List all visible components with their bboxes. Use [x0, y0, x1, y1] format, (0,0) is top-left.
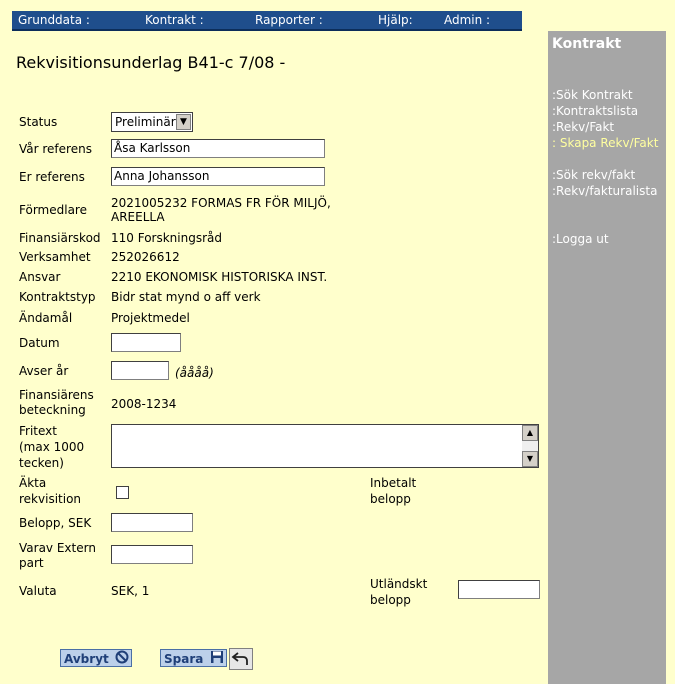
sidebar — [548, 31, 666, 684]
nav-kontrakt[interactable]: Kontrakt : — [145, 13, 204, 27]
kontraktstyp-label: Kontraktstyp — [19, 290, 96, 304]
sidebar-item-sok-rekv-fakt[interactable]: :Sök rekv/fakt — [552, 168, 636, 182]
page-title: Rekvisitionsunderlag B41-c 7/08 - — [16, 53, 286, 72]
nav-admin[interactable]: Admin : — [444, 13, 491, 27]
undo-button[interactable] — [229, 648, 253, 670]
andamal-value: Projektmedel — [111, 311, 190, 325]
valuta-label: Valuta — [19, 584, 57, 598]
extern-part-label-line2: part — [19, 556, 44, 570]
fin-beteckning-value: 2008-1234 — [111, 397, 177, 411]
status-select-value: Preliminär — [115, 115, 176, 129]
inbetalt-belopp-label-line2: belopp — [370, 492, 411, 506]
formedlare-value-line2: AREELLA — [111, 210, 165, 224]
nav-rapporter[interactable]: Rapporter : — [255, 13, 323, 27]
var-referens-input[interactable]: Åsa Karlsson — [111, 139, 325, 158]
avser-ar-input[interactable] — [111, 361, 169, 380]
status-select[interactable] — [111, 112, 193, 132]
belopp-sek-input[interactable] — [111, 513, 193, 532]
finansiarskod-value: 110 Forskningsråd — [111, 231, 222, 245]
sidebar-item-kontraktslista[interactable]: :Kontraktslista — [552, 104, 639, 118]
valuta-value: SEK, 1 — [111, 584, 150, 598]
formedlare-label: Förmedlare — [19, 203, 87, 217]
save-button[interactable] — [160, 649, 227, 667]
utlandskt-belopp-label-line1: Utländskt — [370, 577, 428, 591]
datum-input[interactable] — [111, 333, 181, 352]
kontraktstyp-value: Bidr stat mynd o aff verk — [111, 290, 261, 304]
er-referens-label: Er referens — [19, 170, 85, 184]
sidebar-heading: Kontrakt — [552, 36, 622, 52]
fritext-scrollbar[interactable] — [522, 425, 538, 467]
fin-beteckning-label-line1: Finansiärens — [19, 388, 94, 402]
fritext-label-line2: (max 1000 — [19, 440, 85, 454]
belopp-sek-label: Belopp, SEK — [19, 516, 92, 530]
datum-label: Datum — [19, 336, 60, 350]
sidebar-item-sok-kontrakt[interactable]: :Sök Kontrakt — [552, 88, 633, 102]
verksamhet-value: 252026612 — [111, 250, 180, 264]
utlandskt-belopp-input[interactable] — [458, 580, 540, 599]
er-referens-input[interactable]: Anna Johansson — [111, 167, 325, 186]
extern-part-input[interactable] — [111, 545, 193, 564]
undo-arrow-icon — [230, 658, 252, 672]
var-referens-label: Vår referens — [19, 142, 92, 156]
no-entry-icon — [115, 650, 129, 669]
formedlare-value-line1: 2021005232 FORMAS FR FÖR MILJÖ, — [111, 196, 331, 210]
ansvar-label: Ansvar — [19, 270, 61, 284]
scroll-up-icon[interactable]: ▲ — [522, 425, 538, 441]
sidebar-item-rekv-fakt[interactable]: :Rekv/Fakt — [552, 120, 615, 134]
cancel-button[interactable] — [60, 649, 132, 667]
nav-grunddata[interactable]: Grunddata : — [18, 13, 90, 27]
floppy-disk-icon — [210, 650, 224, 669]
chevron-down-icon[interactable]: ▼ — [176, 114, 191, 130]
akta-rekvisition-label-line2: rekvisition — [19, 492, 82, 506]
verksamhet-label: Verksamhet — [19, 250, 91, 264]
sidebar-item-rekv-fakturalista[interactable]: :Rekv/fakturalista — [552, 184, 658, 198]
nav-hjalp[interactable]: Hjälp: — [378, 13, 413, 27]
sidebar-item-skapa-rekv-fakt[interactable]: : Skapa Rekv/Fakt — [552, 136, 659, 150]
fritext-label-line3: tecken) — [19, 456, 64, 470]
avser-ar-hint: (åååå) — [175, 366, 214, 380]
finansiarskod-label: Finansiärskod — [19, 231, 101, 245]
save-button-label: Spara — [164, 652, 204, 666]
akta-rekvisition-checkbox[interactable] — [116, 486, 129, 499]
extern-part-label-line1: Varav Extern — [19, 541, 96, 555]
akta-rekvisition-label-line1: Äkta — [19, 476, 47, 490]
fritext-label-line1: Fritext — [19, 424, 57, 438]
sidebar-item-logga-ut[interactable]: :Logga ut — [552, 232, 609, 246]
status-label: Status — [19, 115, 58, 129]
cancel-button-label: Avbryt — [64, 652, 109, 666]
avser-ar-label: Avser år — [19, 364, 69, 378]
andamal-label: Ändamål — [19, 311, 73, 325]
ansvar-value: 2210 EKONOMISK HISTORISKA INST. — [111, 270, 328, 284]
scroll-down-icon[interactable]: ▼ — [522, 451, 538, 467]
utlandskt-belopp-label-line2: belopp — [370, 593, 411, 607]
top-nav — [12, 11, 522, 31]
fin-beteckning-label-line2: beteckning — [19, 403, 86, 417]
inbetalt-belopp-label-line1: Inbetalt — [370, 476, 417, 490]
fritext-textarea[interactable] — [111, 424, 539, 468]
